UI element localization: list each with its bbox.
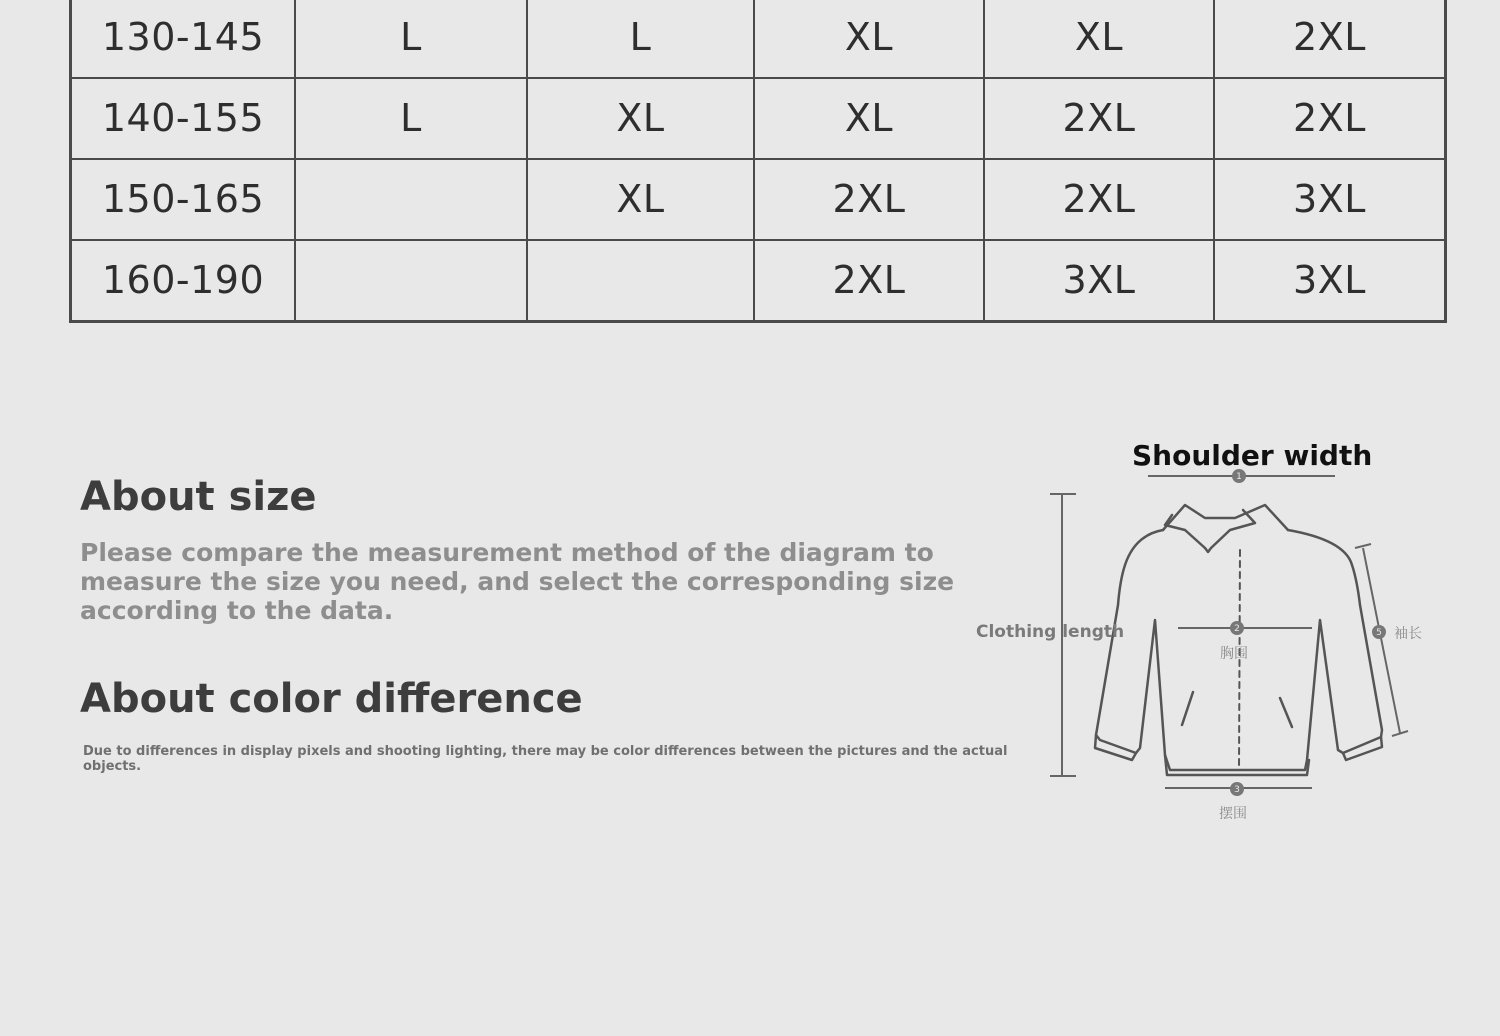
chest-label: 胸围 bbox=[1220, 646, 1248, 662]
table-row bbox=[71, 0, 1446, 78]
size-cell: XL bbox=[754, 0, 984, 78]
size-cell: 2XL bbox=[1214, 78, 1446, 159]
size-cell: L bbox=[295, 78, 527, 159]
size-cell: XL bbox=[984, 0, 1214, 78]
height-range-cell: 130-145 bbox=[71, 0, 296, 78]
size-cell: 2XL bbox=[1214, 0, 1446, 78]
table-row bbox=[71, 159, 1446, 240]
size-cell: XL bbox=[754, 78, 984, 159]
height-range-cell: 140-155 bbox=[71, 78, 296, 159]
hem-label: 摆围 bbox=[1219, 806, 1247, 822]
marker-1: 1 bbox=[1236, 472, 1242, 482]
size-cell bbox=[295, 240, 527, 322]
size-cell bbox=[295, 159, 527, 240]
size-chart-table bbox=[69, 0, 1447, 323]
sleeve-label: 袖长 bbox=[1394, 626, 1422, 642]
about-size-text: Please compare the measurement method of the diagram to measure the size you need, and select the corresponding size according to the data. bbox=[80, 538, 955, 625]
size-cell: 3XL bbox=[1214, 159, 1446, 240]
size-cell: L bbox=[527, 0, 754, 78]
size-cell: 2XL bbox=[984, 159, 1214, 240]
size-cell: 2XL bbox=[754, 159, 984, 240]
size-cell: XL bbox=[527, 78, 754, 159]
marker-3: 3 bbox=[1234, 785, 1240, 795]
hoodie-measurement-diagram bbox=[960, 430, 1460, 850]
about-color-heading: About color difference bbox=[80, 676, 583, 722]
size-cell: 2XL bbox=[754, 240, 984, 322]
about-size-heading: About size bbox=[80, 474, 317, 520]
marker-5: 5 bbox=[1376, 628, 1382, 638]
size-cell: 3XL bbox=[1214, 240, 1446, 322]
size-cell: XL bbox=[527, 159, 754, 240]
marker-2: 2 bbox=[1234, 624, 1240, 634]
clothing-length-label: Clothing length bbox=[976, 622, 1125, 642]
size-cell: 3XL bbox=[984, 240, 1214, 322]
table-row bbox=[71, 240, 1446, 322]
size-cell bbox=[527, 240, 754, 322]
height-range-cell: 150-165 bbox=[71, 159, 296, 240]
size-cell: L bbox=[295, 0, 527, 78]
height-range-cell: 160-190 bbox=[71, 240, 296, 322]
about-color-text: Due to differences in display pixels and shooting lighting, there may be color differences between the pictures and the actual objects. bbox=[83, 744, 1008, 774]
size-cell: 2XL bbox=[984, 78, 1214, 159]
table-row bbox=[71, 78, 1446, 159]
shoulder-width-label: Shoulder width bbox=[1132, 439, 1373, 472]
